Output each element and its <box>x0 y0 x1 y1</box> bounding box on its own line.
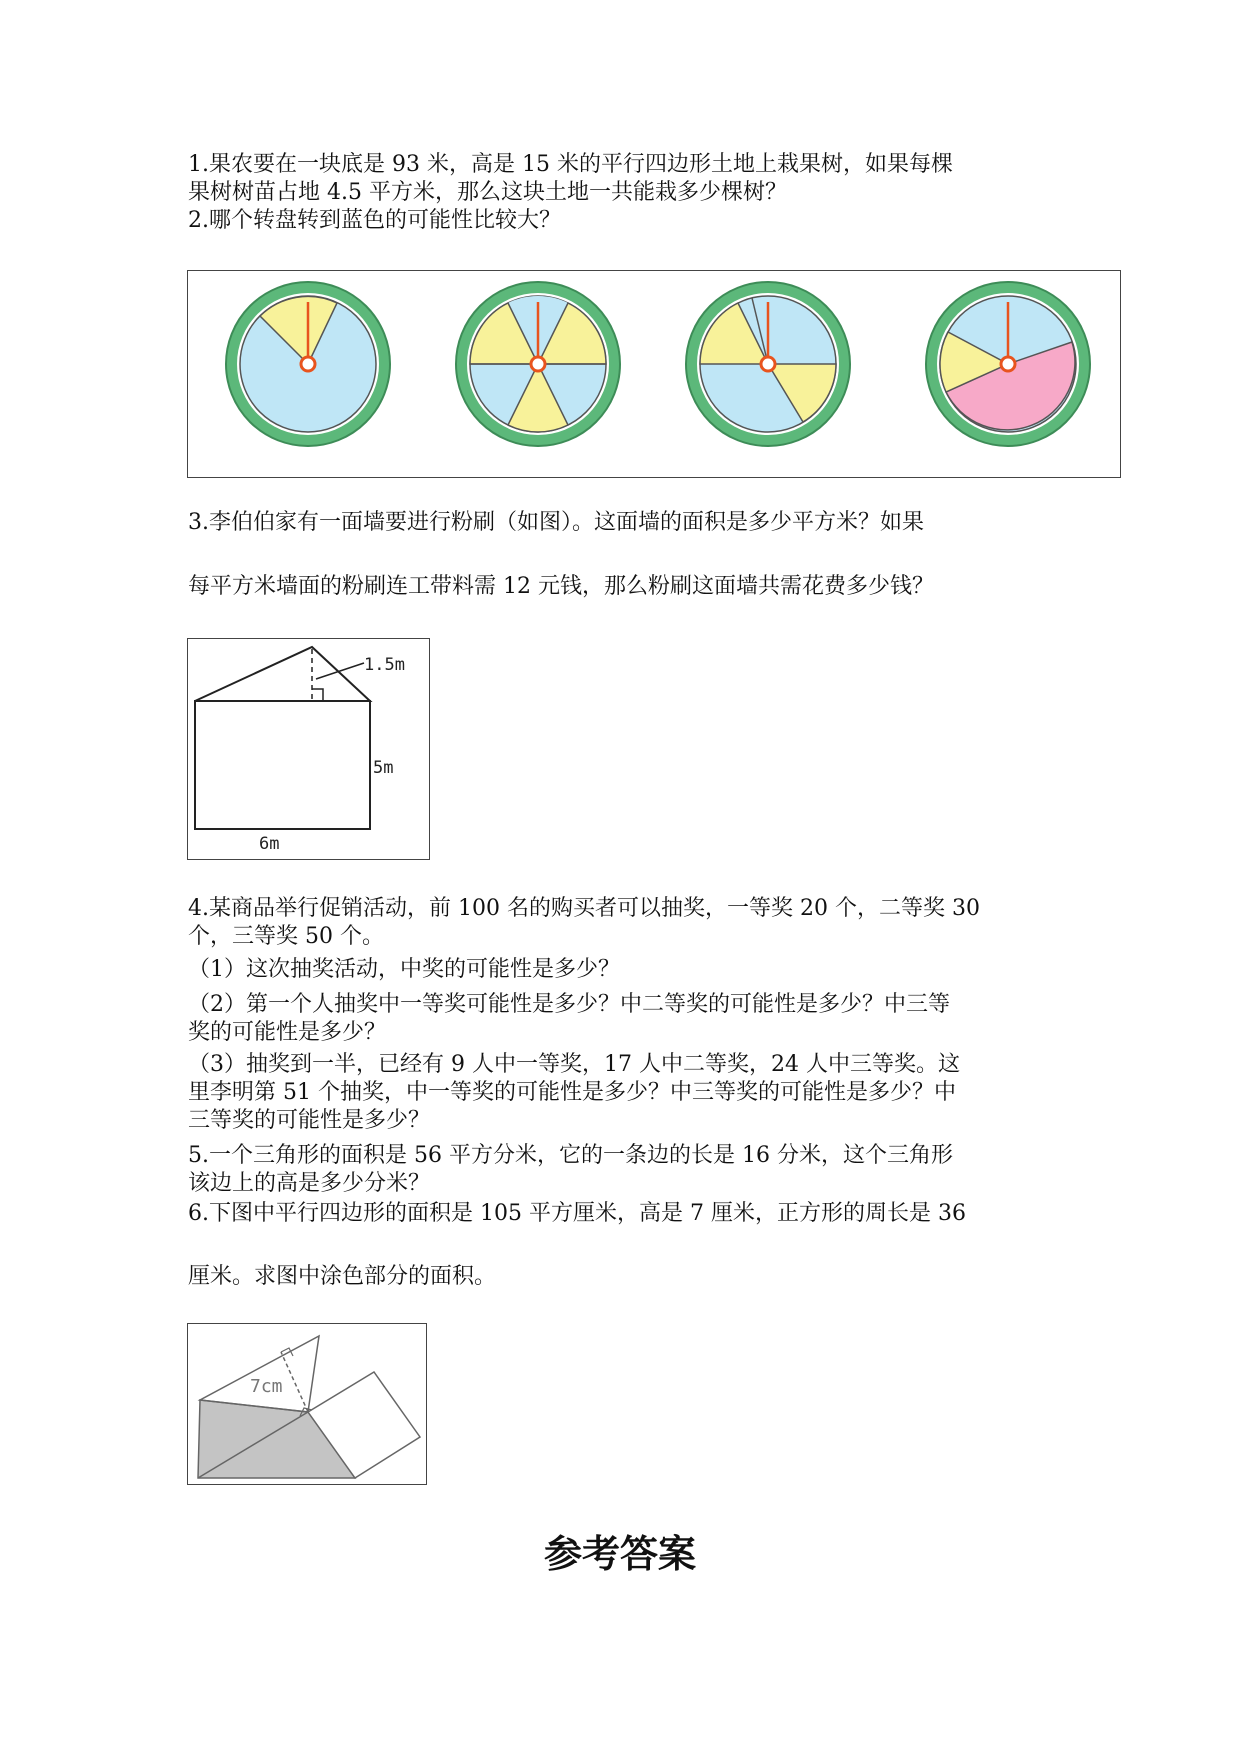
question-4-line-1: 4.某商品举行促销活动，前 100 名的购买者可以抽奖，一等奖 20 个，二等奖 30 <box>188 896 980 921</box>
question-4-sub-2-line-2: 奖的可能性是多少？ <box>188 1020 387 1045</box>
question-6-line-1: 6.下图中平行四边形的面积是 105 平方厘米，高是 7 厘米，正方形的周长是 36 <box>188 1201 966 1226</box>
question-4-line-2: 个，三等奖 50 个。 <box>188 924 384 949</box>
question-4-sub-1: （1）这次抽奖活动，中奖的可能性是多少？ <box>188 957 620 982</box>
question-3-line-2: 每平方米墙面的粉刷连工带料需 12 元钱，那么粉刷这面墙共需花费多少钱？ <box>188 574 934 599</box>
spinners-svg <box>188 271 1122 479</box>
question-4-sub-3-line-2: 里李明第 51 个抽奖，中一等奖的可能性是多少？中三等奖的可能性是多少？中 <box>188 1080 956 1105</box>
spinner-4 <box>926 282 1090 446</box>
question-6-line-2: 厘米。求图中涂色部分的面积。 <box>188 1264 497 1289</box>
shaded-figure <box>187 1323 427 1485</box>
question-5-line-2: 该边上的高是多少分米？ <box>188 1171 431 1196</box>
spinners-figure <box>187 270 1121 478</box>
question-4-sub-2-line-1: （2）第一个人抽奖中一等奖可能性是多少？中二等奖的可能性是多少？中三等 <box>188 992 950 1017</box>
wall-figure <box>187 638 430 860</box>
question-4-sub-3-line-1: （3）抽奖到一半，已经有 9 人中一等奖，17 人中二等奖，24 人中三等奖。这 <box>188 1052 960 1077</box>
label-wall-width: 6m <box>259 834 280 854</box>
spinner-3 <box>686 282 850 446</box>
wall-svg <box>188 639 431 861</box>
label-wall-height: 5m <box>373 758 394 778</box>
question-5-line-1: 5.一个三角形的面积是 56 平方分米，它的一条边的长是 16 分米，这个三角形 <box>188 1143 953 1168</box>
spinner-2 <box>456 282 620 446</box>
question-1-line-2: 果树树苗占地 4.5 平方米，那么这块土地一共能栽多少棵树？ <box>188 180 787 205</box>
label-triangle-height: 1.5m <box>364 655 405 675</box>
shaded-svg <box>188 1324 428 1486</box>
label-parallelogram-height: 7cm <box>250 1376 283 1397</box>
question-2: 2.哪个转盘转到蓝色的可能性比较大？ <box>188 208 561 233</box>
question-3-line-1: 3.李伯伯家有一面墙要进行粉刷（如图）。这面墙的面积是多少平方米？如果 <box>188 510 924 535</box>
question-1-line-1: 1.果农要在一块底是 93 米，高是 15 米的平行四边形土地上栽果树，如果每棵 <box>188 152 953 177</box>
spinner-1 <box>226 282 390 446</box>
question-4-sub-3-line-3: 三等奖的可能性是多少？ <box>188 1108 431 1133</box>
answer-key-title: 参考答案 <box>543 1532 696 1576</box>
